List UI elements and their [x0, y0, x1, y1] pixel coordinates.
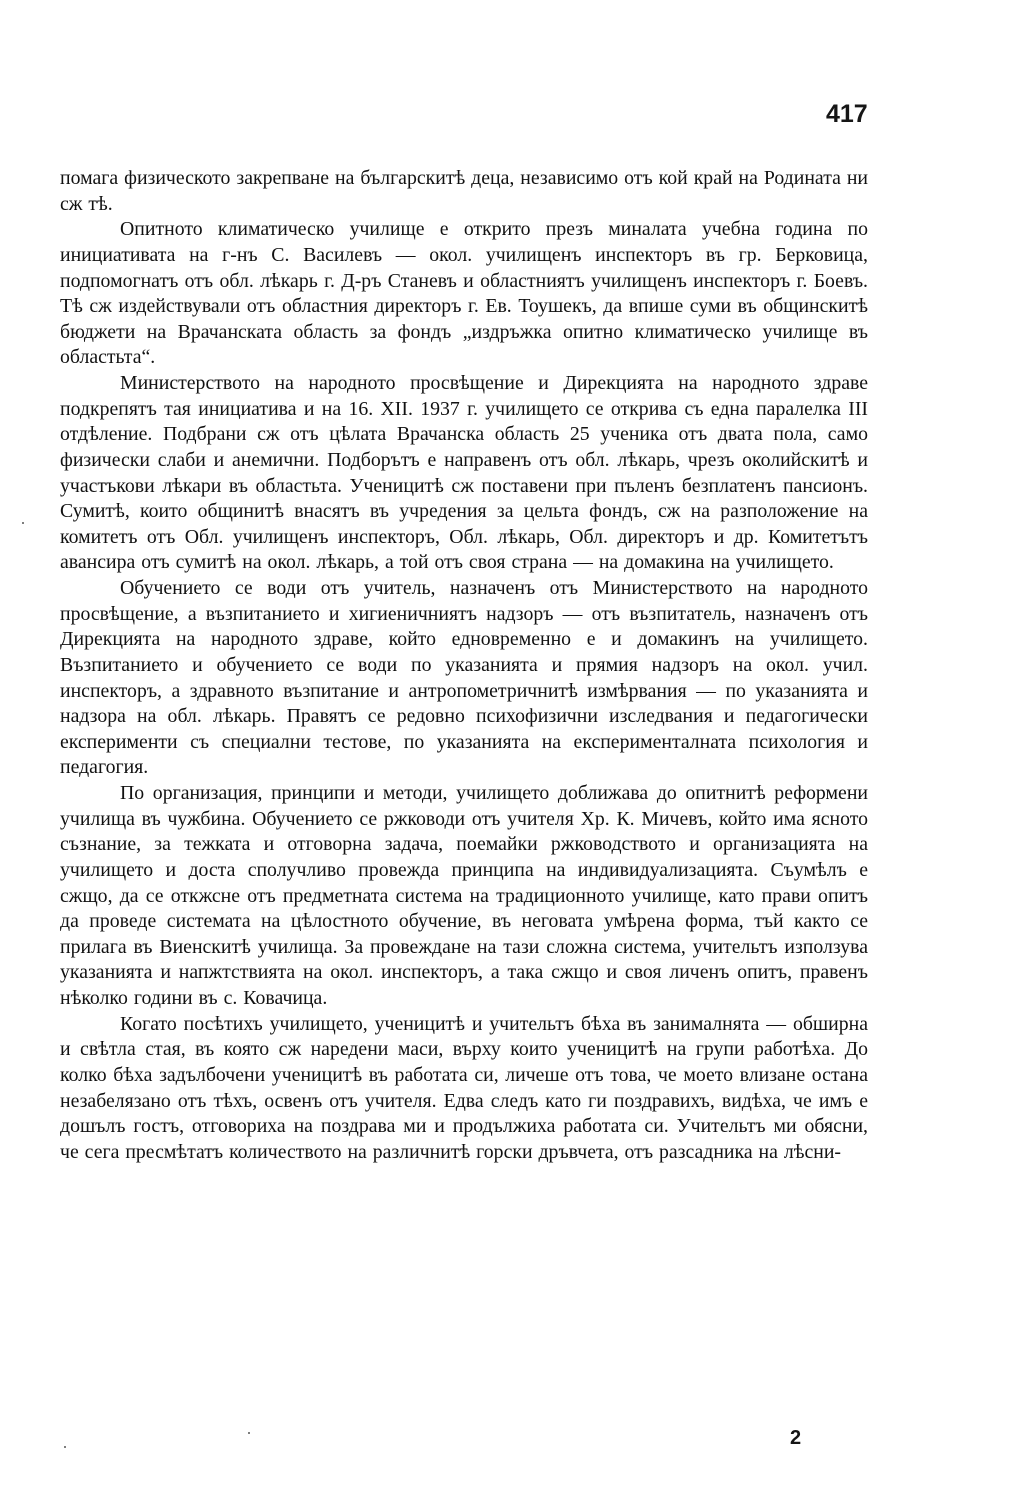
paragraph-3: Министерството на народното просвѣщение и Дирекцията на народното здраве подкрепятъ тая инициатива и на 16. XII. 1937 г. училището се открива съ една паралелка III отдѣление. Подбрани сж отъ цѣлата Врачанска область 25 ученика отъ двата пола, само физически слаби и анемични. Подборътъ е направенъ отъ обл. лѣкарь, чрезъ околийскитѣ и участъкови лѣкари въ областьта. Ученицитѣ сж поставени при пъленъ безплатенъ пансионъ. Сумитѣ, които общинитѣ внасятъ въ учредения за цельта фондъ, сж на разположение на комитетъ отъ Обл. училищенъ инспекторъ, Обл. лѣкарь, Обл. директоръ и др. Комитетътъ авансира отъ сумитѣ на окол. лѣкарь, а той отъ своя страна — на домакина на училището. — [60, 372, 868, 574]
body-text — [60, 166, 868, 1165]
paragraph-6: Когато посѣтихъ училището, ученицитѣ и учительтъ бѣха въ занималнята — обширна и свѣтла стая, въ която сж наредени маси, върху които ученицитѣ на групи работѣха. До колко бѣха задълбочени ученицитѣ въ работата си, личеше отъ това, че моето влизане остана незабелязано отъ тѣхъ, освенъ отъ учителя. Едва следъ като ги поздравихъ, видѣха, че имъ е дошълъ гостъ, отговориха на поздрава ми и продължиха работата си. Учительтъ ми обясни, че сега пресмѣтатъ количеството на различнитѣ горски дръвчета, отъ разсадника на лѣсни- — [60, 1012, 868, 1163]
paragraph-2: Опитното климатическо училище е открито презъ миналата учебна година по инициативата на г-нъ С. Василевъ — окол. училищенъ инспекторъ въ гр. Берковица, подпомогнатъ отъ обл. лѣкарь г. Д-ръ Станевъ и областниятъ училищенъ инспекторъ г. Боевъ. Тѣ сж издействували отъ областния директоръ г. Ев. Тоушекъ, да впише суми въ общинскитѣ бюджети на Врачанската область за фондъ „издръжка опитно климатическо училище въ областьта“. — [60, 218, 868, 369]
paragraph-5: По организация, принципи и методи, училището доближава до опитнитѣ реформени училища въ чужбина. Обучението се ржководи отъ учителя Хр. К. Мичевъ, който има ясното съзнание, за тежката и отговорна задача, поемайки ржководството и организацията на училището и доста сполучливо провежда принципа на индивидуализацията. Съумѣлъ е сжщо, да се откжсне отъ предметната система на традиционното училище, като прави опитъ да проведе системата на цѣлостното обучение, въ неговата умѣрена форма, тъй както се прилага въ Виенскитѣ училища. За провеждане на тази сложна система, учительтъ използува указанията и напжтствията на окол. инспекторъ, а така сжщо и своя личенъ опитъ, правенъ нѣколко години въ с. Ковачица. — [60, 782, 868, 1009]
print-speck — [22, 522, 24, 524]
signature-mark: 2 — [790, 1427, 802, 1449]
print-speck — [64, 1446, 66, 1448]
paragraph-4: Обучението се води отъ учитель, назначенъ отъ Министерството на народното просвѣщение, а възпитанието и хигиеничниятъ надзоръ — отъ възпитатель, назначенъ отъ Дирекцията на народното здраве, който едновременно е и домакинъ на училището. Възпитанието и обучението се води по указанията и прямия надзоръ на окол. учил. инспекторъ, а здравното възпитание и антропометричнитѣ измѣрвания — по указанията и надзора на обл. лѣкарь. Правятъ се редовно психофизични изследвания и педагогически експерименти съ специални тестове, по указанията на експерименталната психология и педагогия. — [60, 577, 868, 779]
print-speck — [248, 1432, 250, 1434]
paragraph-1: помага физическото закрепване на българскитѣ деца, независимо отъ кой край на Родината ни сж тѣ. — [60, 167, 868, 215]
page-number: 417 — [826, 100, 868, 128]
